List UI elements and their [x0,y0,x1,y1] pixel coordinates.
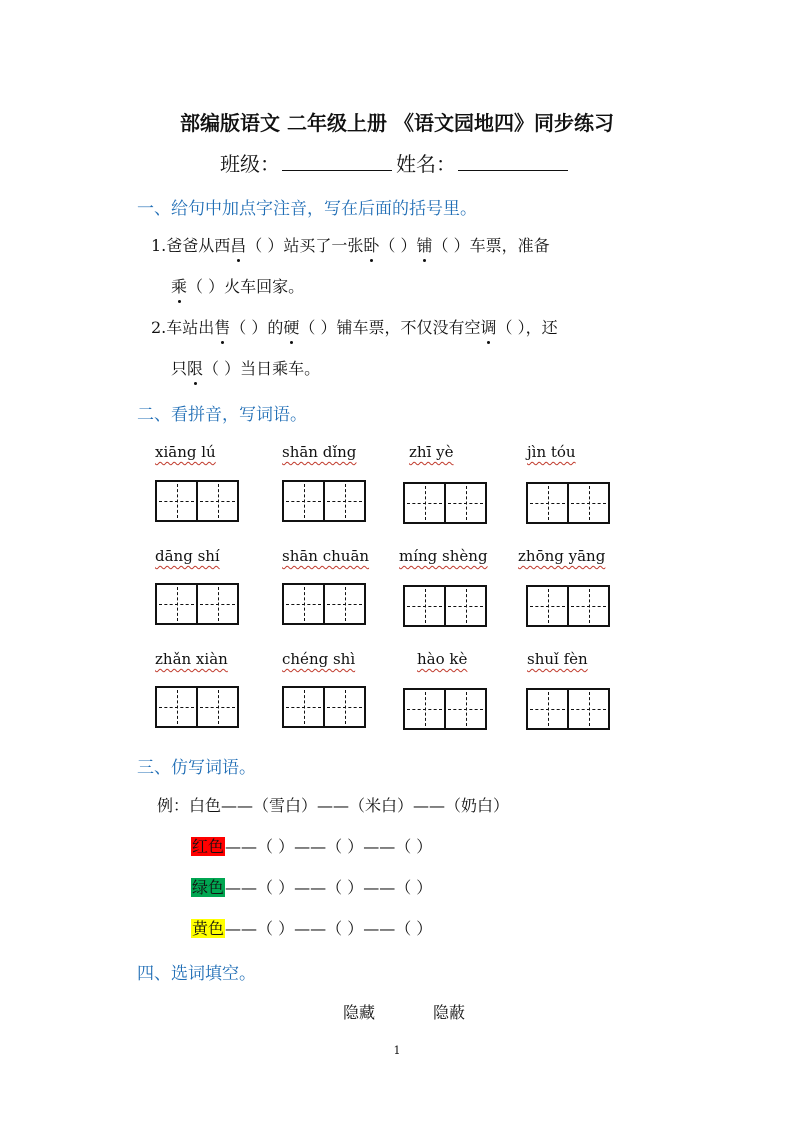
pinyin-label: míng shèng [399,547,488,565]
word-red: 红色 [192,837,225,856]
writing-grid[interactable] [403,482,487,524]
writing-grid[interactable] [155,686,239,728]
writing-grid[interactable] [403,585,487,627]
pinyin-label: jìn tóu [527,443,576,461]
dotted-char: 乘 [171,274,187,297]
section-1-heading: 一、给句中加点字注音，写在后面的括号里。 [137,199,477,219]
word-green: 绿色 [192,878,225,897]
writing-grid[interactable] [282,686,366,728]
pinyin-label: chéng shì [282,650,356,668]
pinyin-label: zhǎn xiàn [155,650,228,668]
pinyin-label: xiāng lú [155,443,216,461]
pinyin-label: dāng shí [155,547,220,565]
writing-grid[interactable] [155,583,239,625]
writing-grid[interactable] [155,480,239,522]
choice-word-1: 隐藏 [343,1003,376,1022]
pinyin-label: hào kè [417,650,468,668]
writing-grid[interactable] [282,480,366,522]
writing-grid[interactable] [526,585,610,627]
pinyin-label: shān dǐng [282,443,357,461]
name-label: 姓名： [396,152,456,176]
class-blank[interactable] [282,152,392,171]
page-title: 部编版语文 二年级上册 《语文园地四》同步练习 [180,111,614,135]
writing-grid[interactable] [282,583,366,625]
choice-word-2: 隐蔽 [433,1003,466,1022]
q1-line-1: 1.爸爸从西昌（ ）站买了一张卧（ ）铺（ ）车票，准备 [151,233,550,256]
pinyin-label: zhōng yāng [518,547,606,565]
q1-line-4: 只限（ ）当日乘车。 [171,356,320,379]
dotted-char: 硬 [283,315,299,338]
pinyin-label: shān chuān [282,547,370,565]
imitate-row-yellow: 黄色——（ ）——（ ）——（ ） [192,919,433,938]
q1-line-2: 乘（ ）火车回家。 [171,274,304,297]
imitate-row-red: 红色——（ ）——（ ）——（ ） [192,837,433,856]
section-2-heading: 二、看拼音，写词语。 [137,405,307,425]
writing-grid[interactable] [403,688,487,730]
dotted-char: 卧 [363,233,379,256]
writing-grid[interactable] [526,688,610,730]
writing-grid[interactable] [526,482,610,524]
pinyin-label: shuǐ fèn [527,650,588,668]
name-blank[interactable] [458,152,568,171]
page-number: 1 [393,1044,401,1057]
word-yellow: 黄色 [192,919,225,938]
dotted-char: 昌 [230,233,246,256]
dotted-char: 调 [481,315,497,338]
pinyin-label: zhī yè [409,443,454,461]
dotted-char: 售 [214,315,230,338]
student-info [220,148,572,177]
imitate-row-green: 绿色——（ ）——（ ）——（ ） [192,878,433,897]
dotted-char: 铺 [417,233,433,256]
dotted-char: 限 [187,356,203,379]
section-3-heading: 三、仿写词语。 [137,758,256,778]
section-4-heading: 四、选词填空。 [137,964,256,984]
q1-line-3: 2.车站出售（ ）的硬（ ）铺车票，不仅没有空调（ ），还 [151,315,558,338]
class-label: 班级： [220,152,280,176]
imitate-example: 例：白色——（雪白）——（米白）——（奶白） [157,796,510,815]
